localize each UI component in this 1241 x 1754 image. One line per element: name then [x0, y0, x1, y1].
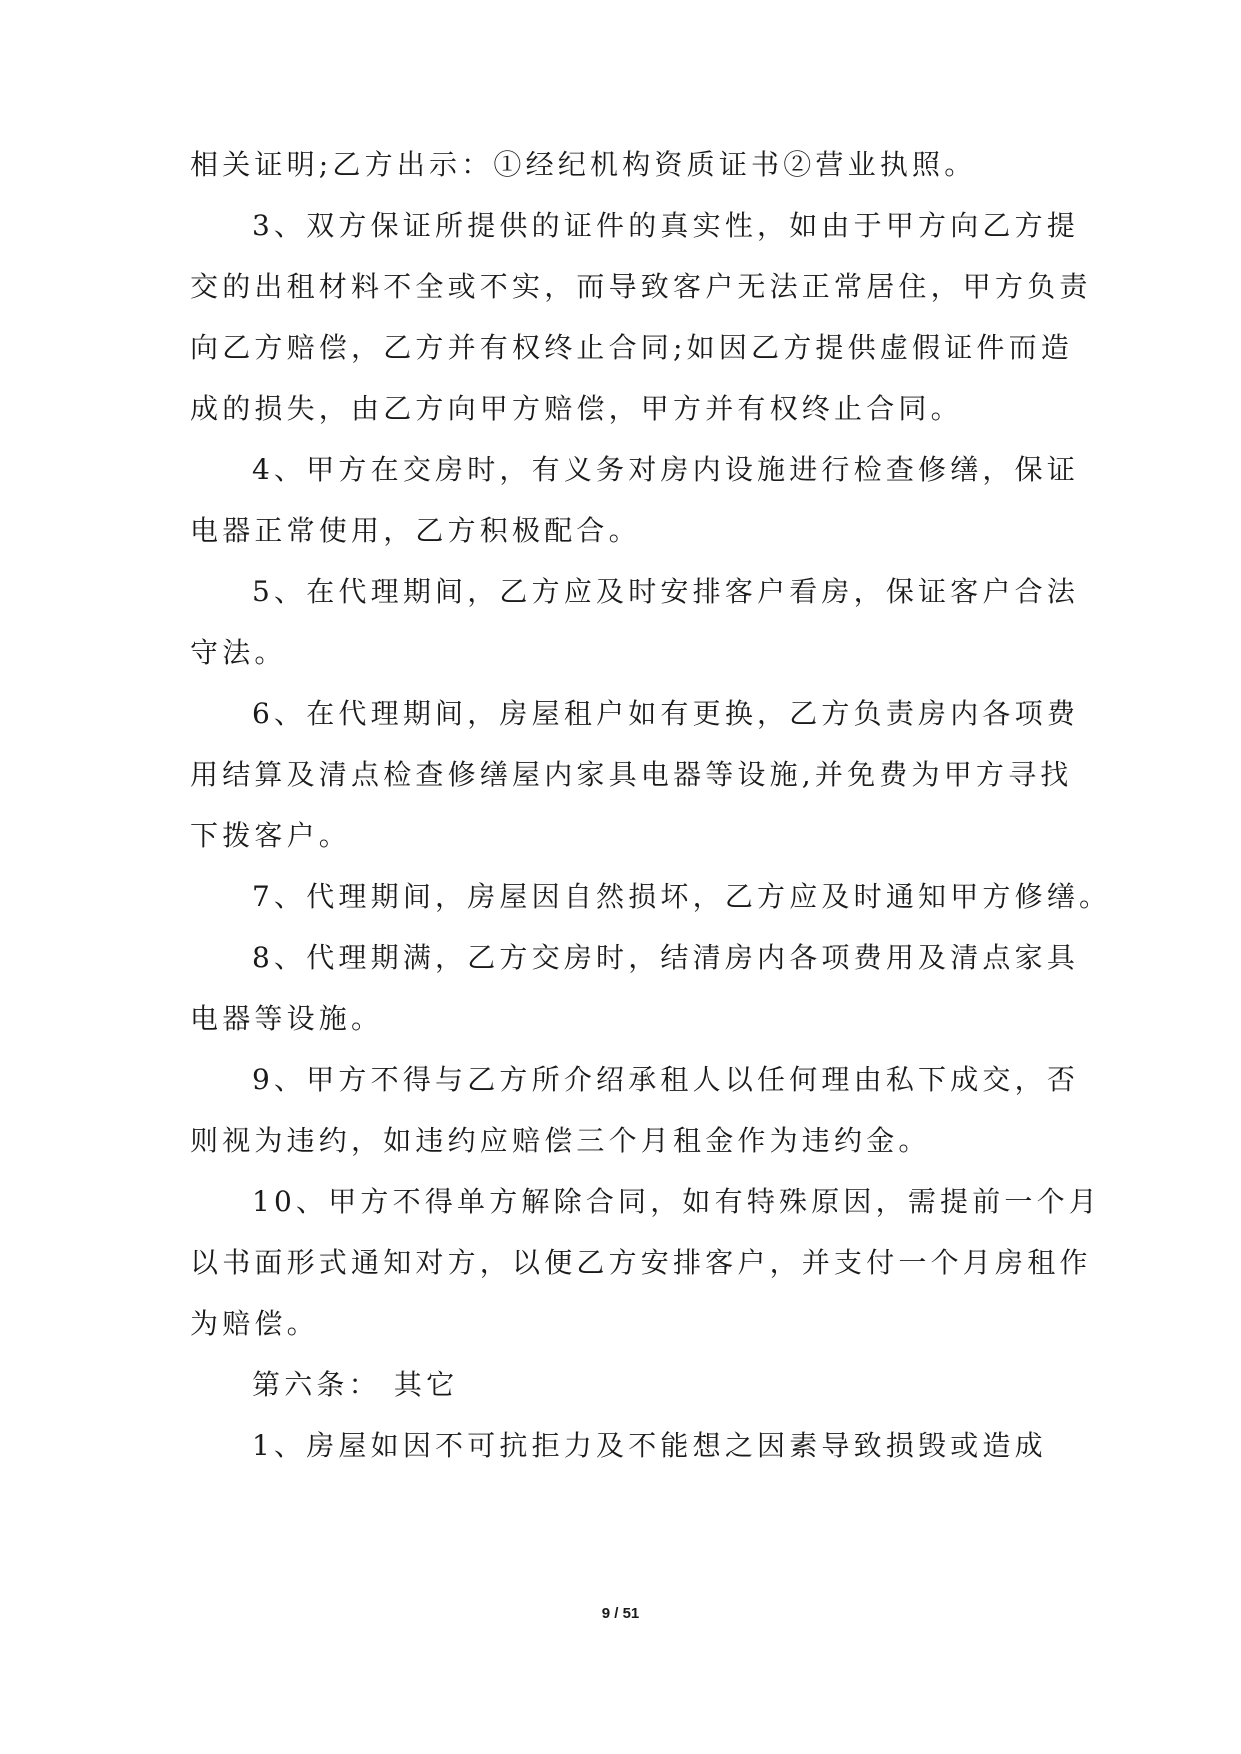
text-line: 9、甲方不得与乙方所介绍承租人以任何理由私下成交，否 [252, 1063, 1080, 1096]
text-line: 成的损失，由乙方向甲方赔偿，甲方并有权终止合同。 [190, 392, 963, 425]
text-line: 守法。 [190, 636, 287, 669]
text-line: 7、代理期间，房屋因自然损坏，乙方应及时通知甲方修缮。 [252, 880, 1112, 913]
section-heading: 第六条： 其它 [252, 1368, 459, 1401]
text-line: 3、双方保证所提供的证件的真实性，如由于甲方向乙方提 [252, 209, 1080, 242]
text-line: 下拨客户。 [190, 819, 352, 852]
text-line: 用结算及清点检查修缮屋内家具电器等设施,并免费为甲方寻找 [190, 758, 1073, 791]
text-line: 向乙方赔偿，乙方并有权终止合同;如因乙方提供虚假证件而造 [190, 331, 1074, 364]
text-line: 电器正常使用，乙方积极配合。 [190, 514, 641, 547]
text-line: 1、房屋如因不可抗拒力及不能想之因素导致损毁或造成 [252, 1429, 1047, 1462]
text-line: 电器等设施。 [190, 1002, 384, 1035]
text-line: 则视为违约，如违约应赔偿三个月租金作为违约金。 [190, 1124, 931, 1157]
text-line: 以书面形式通知对方，以便乙方安排客户，并支付一个月房租作 [190, 1246, 1092, 1279]
text-line: 5、在代理期间，乙方应及时安排客户看房，保证客户合法 [252, 575, 1080, 608]
text-line: 为赔偿。 [190, 1307, 319, 1340]
page-number: 9 / 51 [601, 1605, 640, 1622]
text-line: 相关证明;乙方出示：①经纪机构资质证书②营业执照。 [190, 148, 977, 181]
text-line: 4、甲方在交房时，有义务对房内设施进行检查修缮，保证 [252, 453, 1080, 486]
text-line: 8、代理期满，乙方交房时，结清房内各项费用及清点家具 [252, 941, 1080, 974]
text-line: 交的出租材料不全或不实，而导致客户无法正常居住，甲方负责 [190, 270, 1092, 303]
text-line: 10、甲方不得单方解除合同，如有特殊原因，需提前一个月 [252, 1185, 1102, 1218]
page-footer [0, 1604, 1241, 1624]
text-line: 6、在代理期间，房屋租户如有更换，乙方负责房内各项费 [252, 697, 1080, 730]
